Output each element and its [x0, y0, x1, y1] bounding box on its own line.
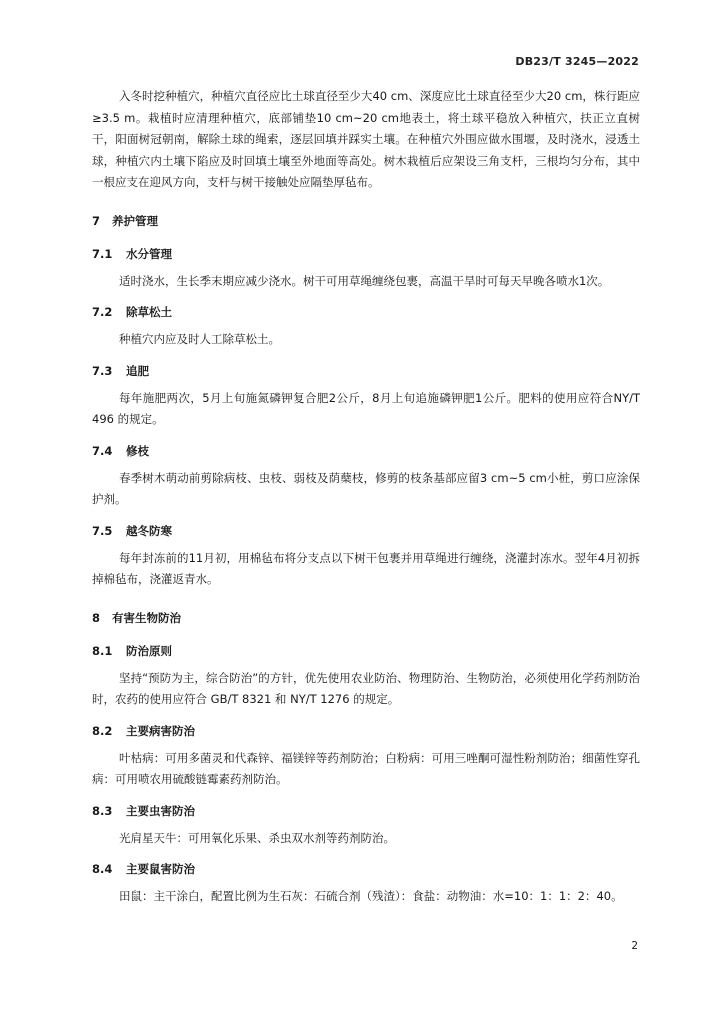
- section-title: 除草松土: [126, 305, 172, 319]
- chapter-7-heading: [92, 212, 640, 230]
- document-code: DB23/T 3245—2022: [515, 55, 639, 68]
- section-7-4-text: 春季树木萌动前剪除病枝、虫枝、弱枝及荫蘖枝，修剪的枝条基部应留3 cm~5 cm小桩，剪口应涂保护剂。: [92, 470, 640, 506]
- intro-paragraph: 入冬时挖种植穴，种植穴直径应比土球直径至少大40 cm、深度应比土球直径至少大20 cm，株行距应≥3.5 m。栽植时应清理种植穴，底部铺垫10 cm~20 cm地表土，将土球平稳放入种植穴，扶正立直树干，阳面树冠朝南，解除土球的绳索，逐层回填并踩实土壤。在种植穴外围应做水围堰，及时浇水，浸透土球，种植穴内土壤下陷应及时回填土壤至外地面等高处。树木栽植后应架设三角支杆，三根均匀分布，其中一根应支在迎风方向，支杆与树干接触处应隔垫厚毡布。: [92, 89, 640, 189]
- section-number: 7.3: [92, 363, 113, 378]
- section-title: 水分管理: [126, 246, 172, 261]
- section-title: 追肥: [126, 363, 149, 378]
- section-title: 主要病害防治: [126, 723, 195, 738]
- section-8-3-heading: [92, 802, 640, 820]
- section-8-2-heading: [92, 722, 640, 740]
- section-7-3-heading: [92, 362, 640, 380]
- section-7-5-heading: [92, 522, 640, 540]
- section-number: 7.5: [92, 523, 113, 538]
- section-number: 8.2: [92, 723, 113, 738]
- page-number: 2: [631, 940, 638, 952]
- section-7-2-heading: [92, 303, 640, 321]
- section-number: 7.4: [92, 443, 113, 458]
- section-7-2-text: 种植穴内应及时人工除草松土。: [119, 332, 280, 346]
- section-8-3-text: 光肩星天牛：可用氧化乐果、杀虫双水剂等药剂防治。: [119, 830, 395, 845]
- section-number: 8.3: [92, 803, 113, 818]
- chapter-title: 养护管理: [112, 213, 158, 228]
- chapter-number: 8: [92, 610, 101, 625]
- section-8-2-text: 叶枯病：可用多菌灵和代森锌、福镁锌等药剂防治；白粉病：可用三唑酮可湿性粉剂防治；细菌性穿孔病：可用喷农用硫酸链霉素药剂防治。: [92, 750, 640, 786]
- section-number: 8.4: [92, 862, 113, 876]
- chapter-number: 7: [92, 213, 101, 228]
- section-7-3-text: 每年施肥两次，5月上旬施氮磷钾复合肥2公斤，8月上旬追施磷钾肥1公斤。肥料的使用应符合NY/T 496 的规定。: [92, 390, 640, 426]
- section-7-1-heading: [92, 245, 640, 263]
- section-title: 越冬防寒: [126, 523, 172, 538]
- section-8-1-heading: [92, 642, 640, 660]
- section-title: 主要虫害防治: [126, 803, 195, 818]
- section-7-5-text: 每年封冻前的11月初，用棉毡布将分支点以下树干包裹并用草绳进行缠绕，浇灌封冻水。翌年4月初拆掉棉毡布，浇灌返青水。: [92, 550, 640, 586]
- section-8-1-text: 坚持“预防为主，综合防治”的方针，优先使用农业防治、物理防治、生物防治，必须使用化学药剂防治时，农药的使用应符合 GB/T 8321 和 NY/T 1276 的规定。: [92, 670, 640, 706]
- section-number: 7.1: [92, 246, 113, 261]
- page-body: [92, 86, 640, 912]
- section-number: 8.1: [92, 643, 113, 658]
- chapter-title: 有害生物防治: [112, 610, 181, 625]
- section-8-4-text: 田鼠：主干涂白，配置比例为生石灰：石硫合剂（残渣）：食盐：动物油：水=10：1：1：2：40。: [119, 889, 623, 903]
- section-number: 7.2: [92, 305, 113, 319]
- section-7-1-text: 适时浇水，生长季末期应减少浇水。树干可用草绳缠绕包裹，高温干旱时可每天早晚各喷水1次。: [119, 273, 610, 288]
- section-7-4-heading: [92, 442, 640, 460]
- section-title: 防治原则: [126, 643, 172, 658]
- section-8-4-heading: [92, 860, 640, 878]
- section-title: 主要鼠害防治: [126, 862, 195, 876]
- chapter-8-heading: [92, 609, 640, 627]
- section-title: 修枝: [126, 443, 149, 458]
